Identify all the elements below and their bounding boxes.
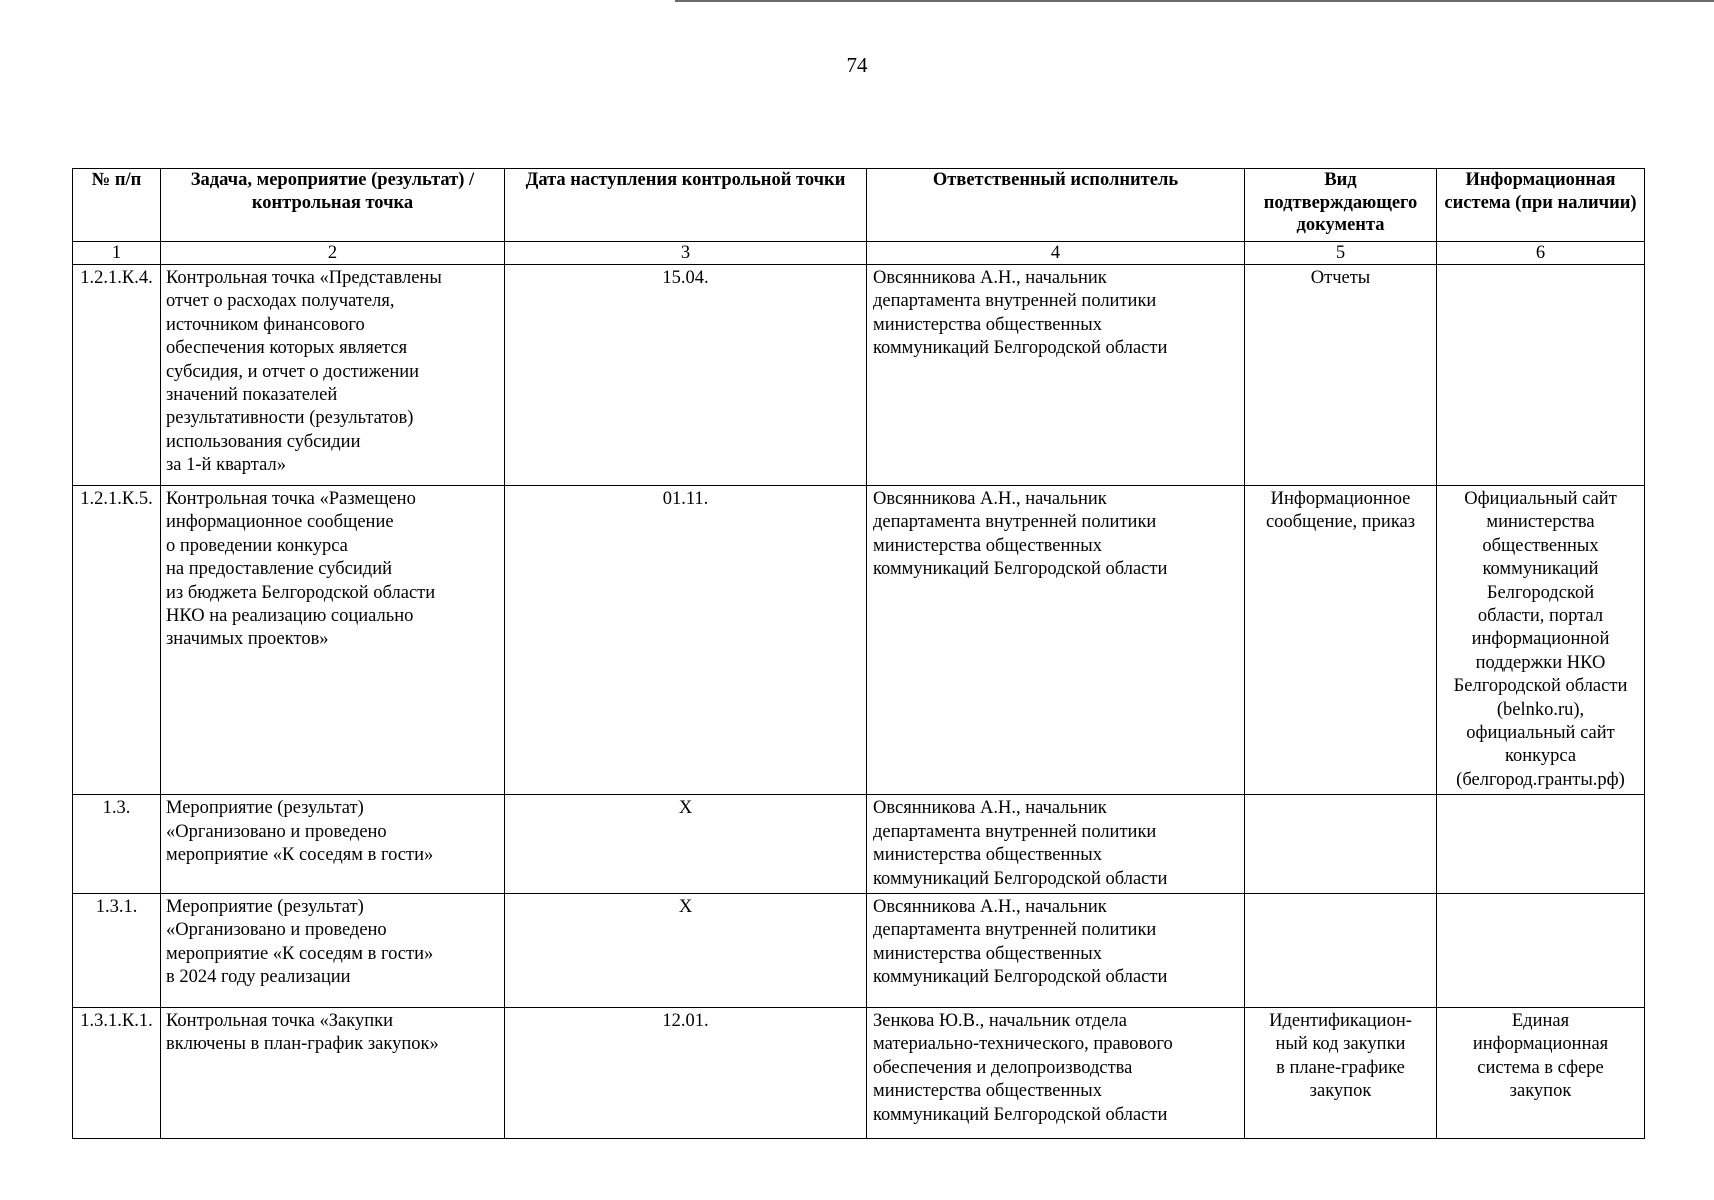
executor-line: коммуникаций Белгородской области	[873, 967, 1168, 988]
task-line: «Организовано и проведено	[166, 920, 387, 941]
executor-cell	[867, 486, 1245, 795]
task-line: Контрольная точка «Представлены	[166, 268, 442, 288]
document-line: Идентификацион-	[1269, 1010, 1412, 1031]
date-cell: 15.04.	[505, 265, 867, 486]
system-line: Единая	[1511, 1010, 1570, 1031]
header-document: Вид подтверждающего документа	[1245, 169, 1437, 242]
date-cell: X	[505, 893, 867, 1007]
task-line: Контрольная точка «Размещено	[166, 489, 416, 509]
system-line: конкурса	[1504, 746, 1577, 767]
document-line: сообщение, приказ	[1265, 512, 1416, 533]
executor-cell	[867, 1007, 1245, 1138]
document-line: Отчеты	[1310, 268, 1371, 288]
task-cell	[161, 893, 505, 1007]
task-line: Мероприятие (результат)	[166, 798, 364, 819]
task-line: «Организовано и проведено	[166, 821, 387, 842]
date-cell: 01.11.	[505, 486, 867, 795]
task-line: информационное сообщение	[166, 512, 394, 533]
task-cell	[161, 265, 505, 486]
executor-line: коммуникаций Белгородской области	[873, 868, 1168, 889]
task-line: за 1-й квартал»	[166, 455, 286, 476]
document-cell	[1245, 486, 1437, 795]
row-number: 1.2.1.К.4.	[73, 265, 161, 486]
executor-line: Овсянникова А.Н., начальник	[873, 896, 1107, 917]
executor-line: министерства общественных	[873, 1081, 1102, 1102]
header-date: Дата наступления контрольной точки	[505, 169, 867, 242]
system-line: (белгород.гранты.рф)	[1456, 769, 1625, 790]
task-line: на предоставление субсидий	[166, 559, 392, 580]
column-number: 3	[505, 242, 867, 265]
document-line: в плане-графике	[1276, 1057, 1405, 1078]
executor-cell	[867, 795, 1245, 894]
row-number: 1.3.	[73, 795, 161, 894]
date-cell: X	[505, 795, 867, 894]
system-line: Официальный сайт	[1464, 489, 1617, 509]
system-cell	[1437, 1007, 1645, 1138]
executor-line: министерства общественных	[873, 943, 1102, 964]
executor-line: министерства общественных	[873, 314, 1102, 335]
task-line: о проведении конкурса	[166, 535, 348, 556]
column-number: 1	[73, 242, 161, 265]
system-line: информационной	[1471, 629, 1610, 650]
executor-line: коммуникаций Белгородской области	[873, 338, 1168, 359]
executor-line: Овсянникова А.Н., начальник	[873, 268, 1107, 288]
task-line: Мероприятие (результат)	[166, 896, 364, 917]
task-line: мероприятие «К соседям в гости»	[166, 845, 434, 866]
task-line: Контрольная точка «Закупки	[166, 1010, 394, 1031]
column-numbers-row	[73, 242, 1645, 265]
task-line: мероприятие «К соседям в гости»	[166, 943, 434, 964]
task-line: значений показателей	[166, 385, 338, 406]
control-points-table-wrapper	[72, 168, 1644, 1139]
system-cell	[1437, 265, 1645, 486]
system-line: закупок	[1509, 1081, 1572, 1102]
column-number: 6	[1437, 242, 1645, 265]
document-line: ный код закупки	[1275, 1034, 1406, 1055]
table-row	[73, 265, 1645, 486]
task-line: использования субсидии	[166, 431, 361, 452]
header-number: № п/п	[73, 169, 161, 242]
executor-line: Овсянникова А.Н., начальник	[873, 489, 1107, 509]
system-line: Белгородской	[1486, 582, 1595, 603]
system-line: министерства	[1486, 512, 1595, 533]
system-cell	[1437, 795, 1645, 894]
task-cell	[161, 795, 505, 894]
document-cell	[1245, 1007, 1437, 1138]
system-line: Белгородской области	[1453, 676, 1628, 697]
executor-line: министерства общественных	[873, 845, 1102, 866]
executor-line: департамента внутренней политики	[873, 512, 1157, 533]
header-system: Информационная система (при наличии)	[1437, 169, 1645, 242]
executor-line: коммуникаций Белгородской области	[873, 1104, 1168, 1125]
executor-line: министерства общественных	[873, 535, 1102, 556]
task-cell	[161, 1007, 505, 1138]
executor-cell	[867, 265, 1245, 486]
task-cell	[161, 486, 505, 795]
system-line: информационная	[1472, 1034, 1609, 1055]
system-line: области, портал	[1477, 606, 1604, 627]
executor-line: обеспечения и делопроизводства	[873, 1057, 1133, 1078]
system-line: (belnko.ru),	[1496, 699, 1585, 720]
executor-line: материально-технического, правового	[873, 1034, 1173, 1055]
executor-line: департамента внутренней политики	[873, 821, 1157, 842]
control-points-table	[72, 168, 1645, 1139]
system-cell	[1437, 893, 1645, 1007]
document-cell	[1245, 265, 1437, 486]
task-line: результативности (результатов)	[166, 408, 414, 429]
task-line: субсидия, и отчет о достижении	[166, 361, 420, 382]
table-row	[73, 1007, 1645, 1138]
column-number: 2	[161, 242, 505, 265]
row-number: 1.3.1.К.1.	[73, 1007, 161, 1138]
table-row	[73, 486, 1645, 795]
executor-line: Овсянникова А.Н., начальник	[873, 798, 1107, 819]
row-number: 1.3.1.	[73, 893, 161, 1007]
system-cell	[1437, 486, 1645, 795]
executor-line: департамента внутренней политики	[873, 291, 1157, 312]
task-line: значимых проектов»	[166, 629, 329, 650]
document-line: Информационное	[1270, 489, 1411, 509]
table-row	[73, 795, 1645, 894]
task-line: обеспечения которых является	[166, 338, 408, 359]
column-number: 4	[867, 242, 1245, 265]
task-line: отчет о расходах получателя,	[166, 291, 395, 312]
document-cell	[1245, 893, 1437, 1007]
header-executor: Ответственный исполнитель	[867, 169, 1245, 242]
executor-line: коммуникаций Белгородской области	[873, 559, 1168, 580]
system-line: официальный сайт	[1466, 723, 1615, 744]
system-line: общественных	[1482, 535, 1599, 556]
task-line: источником финансового	[166, 314, 365, 335]
system-line: система в сфере	[1477, 1057, 1604, 1078]
row-number: 1.2.1.К.5.	[73, 486, 161, 795]
system-line: коммуникаций	[1482, 559, 1599, 580]
executor-line: Зенкова Ю.В., начальник отдела	[873, 1010, 1127, 1031]
page-number: 74	[846, 53, 868, 77]
column-number: 5	[1245, 242, 1437, 265]
document-cell	[1245, 795, 1437, 894]
document-line: закупок	[1309, 1081, 1372, 1102]
table-row	[73, 893, 1645, 1007]
task-line: из бюджета Белгородской области	[166, 582, 436, 603]
system-line: поддержки НКО	[1475, 652, 1606, 673]
executor-line: департамента внутренней политики	[873, 920, 1157, 941]
task-line: НКО на реализацию социально	[166, 606, 414, 627]
top-rule	[675, 0, 1714, 2]
executor-cell	[867, 893, 1245, 1007]
date-cell: 12.01.	[505, 1007, 867, 1138]
header-row	[73, 169, 1645, 242]
task-line: включены в план-график закупок»	[166, 1034, 439, 1055]
task-line: в 2024 году реализации	[166, 967, 351, 988]
header-task: Задача, мероприятие (результат) / контрольная точка	[161, 169, 505, 242]
